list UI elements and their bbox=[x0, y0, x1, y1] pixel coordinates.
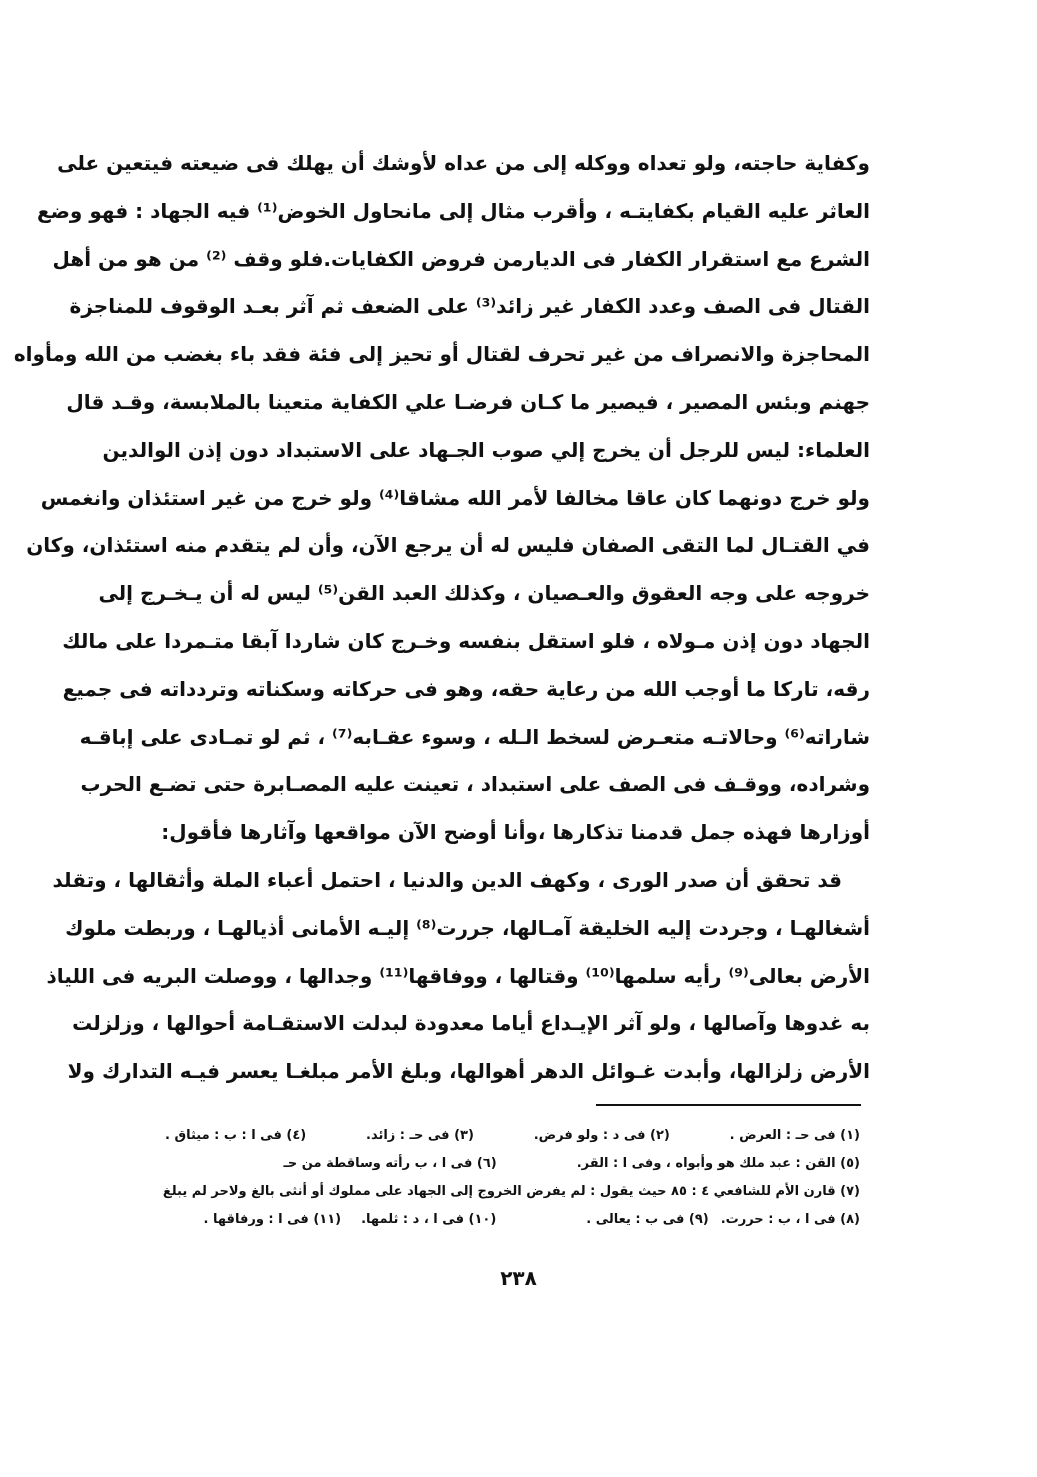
footnote-row bbox=[165, 1122, 860, 1150]
text-line: العاثر عليه القيام بكفايتـه ، وأقرب مثال إلى مانحاول الخوض⁽¹⁾ فيه الجهاد : فهو وضع bbox=[36, 198, 870, 223]
text-line: الأرض بعالى⁽⁹⁾ رأيه سلمها⁽¹⁰⁾ وقتالها ، ووفاقها⁽¹¹⁾ وجدالها ، ووصلت البريه فى اللياذ bbox=[46, 963, 870, 988]
footnote: (٦) فى ا ، ب رأته وساقطة من حـ bbox=[283, 1156, 497, 1171]
text-line: وشراده، ووقـف فى الصف على استبداد ، تعينت عليه المصـابرة حتى تضـع الحرب bbox=[80, 772, 870, 797]
footnote: (٧) قارن الأم للشافعي ٤ : ٨٥ حيث يقول : لم يفرض الخروج إلى الجهاد على مملوك أو أنثى بالغ ولاحر لم يبلغ bbox=[162, 1184, 860, 1199]
text-line: أشغالهـا ، وجردت إليه الخليقة آمـالها، جررت⁽⁸⁾ إليـه الأمانى أذيالهـا ، وربطت ملوك bbox=[65, 915, 870, 940]
text-line: رقه، تاركا ما أوجب الله من رعاية حقه، وهو فى حركاته وسكناته وتردداته فى جميع bbox=[62, 676, 870, 701]
footnote-row bbox=[165, 1150, 860, 1178]
text-line: جهنم وبئس المصير ، فيصير ما كـان فرضـا علي الكفاية متعينا بالملابسة، وقـد قال bbox=[66, 389, 870, 414]
text-line: الشرع مع استقرار الكفار فى الديارمن فروض الكفايات.فلو وقف ⁽²⁾ من هو من أهل bbox=[52, 246, 870, 271]
main-text bbox=[13, 140, 870, 1096]
footnote: (١١) فى ا : ورفاقها . bbox=[203, 1212, 342, 1227]
text-line: خروجه على وجه العقوق والعـصيان ، وكذلك العبد القن⁽⁵⁾ ليس له أن يـخـرج إلى bbox=[98, 581, 870, 606]
footnote-row bbox=[165, 1206, 860, 1234]
footnote: (٨) فى ا ، ب : حررت. bbox=[720, 1212, 860, 1227]
footnote: (٢) فى د : ولو فرض. bbox=[533, 1128, 670, 1143]
text-line: المحاجزة والانصراف من غير تحرف لقتال أو تحيز إلى فئة فقد باء بغضب من الله ومأواه bbox=[13, 342, 870, 367]
footnote: (٣) فى حـ : زائد. bbox=[366, 1128, 474, 1143]
text-line: القتال فى الصف وعدد الكفار غير زائد⁽³⁾ على الضعف ثم آثر بعـد الوقوف للمناجزة bbox=[69, 294, 870, 319]
text-line: الجهاد دون إذن مـولاه ، فلو استقل بنفسه وخـرج كان شاردا آبقا متـمردا على مالك bbox=[62, 628, 870, 653]
text-line: قد تحقق أن صدر الورى ، وكهف الدين والدنيا ، احتمل أعباء الملة وأثقالها ، وتقلد bbox=[52, 867, 842, 892]
text-line: الأرض زلزالها، وأبدت غـوائل الدهر أهوالها، وبلغ الأمر مبلغـا يعسر فيـه التدارك ولا bbox=[67, 1059, 870, 1084]
footnote: (٥) القن : عبد ملك هو وأبواه ، وفى ا : القر. bbox=[576, 1156, 860, 1171]
text-line: في القتـال لما التقى الصفان فليس له أن يرجع الآن، وأن لم يتقدم منه استئذان، وكان bbox=[26, 533, 870, 558]
footnotes bbox=[162, 1122, 860, 1234]
page-number: ٢٣٨ bbox=[500, 1266, 537, 1290]
footnote-row bbox=[162, 1178, 860, 1206]
footnote: (٩) فى ب : يعالى . bbox=[586, 1212, 709, 1227]
footnote-separator bbox=[596, 1104, 861, 1106]
text-line: به غدوها وآصالها ، ولو آثر الإيـداع أياما معدودة لبدلت الاستقـامة أحوالها ، وزلزلت bbox=[72, 1011, 870, 1036]
text-line: أوزارها فهذه جمل قدمنا تذكارها ،وأنا أوضح الآن مواقعها وآثارها فأقول: bbox=[161, 820, 870, 845]
footnote: (٤) فى ا : ب : ميثاق . bbox=[165, 1128, 307, 1143]
footnote: (١٠) فى ا ، د : ثلمها. bbox=[361, 1212, 497, 1227]
text-line: شاراته⁽⁶⁾ وحالاتـه متعـرض لسخط الـله ، وسوء عقـابه⁽⁷⁾ ، ثم لو تمـادى على إباقـه bbox=[79, 724, 870, 749]
text-line: وكفاية حاجته، ولو تعداه ووكله إلى من عداه لأوشك أن يهلك فى ضيعته فيتعين على bbox=[57, 151, 870, 175]
text-line: ولو خرج دونهما كان عاقا مخالفا لأمر الله مشاقا⁽⁴⁾ ولو خرج من غير استئذان وانغمس bbox=[40, 485, 870, 510]
text-line: العلماء: ليس للرجل أن يخرج إلي صوب الجـهاد على الاستبداد دون إذن الوالدين bbox=[102, 437, 870, 462]
footnote: (١) فى حـ : العرض . bbox=[729, 1128, 860, 1143]
